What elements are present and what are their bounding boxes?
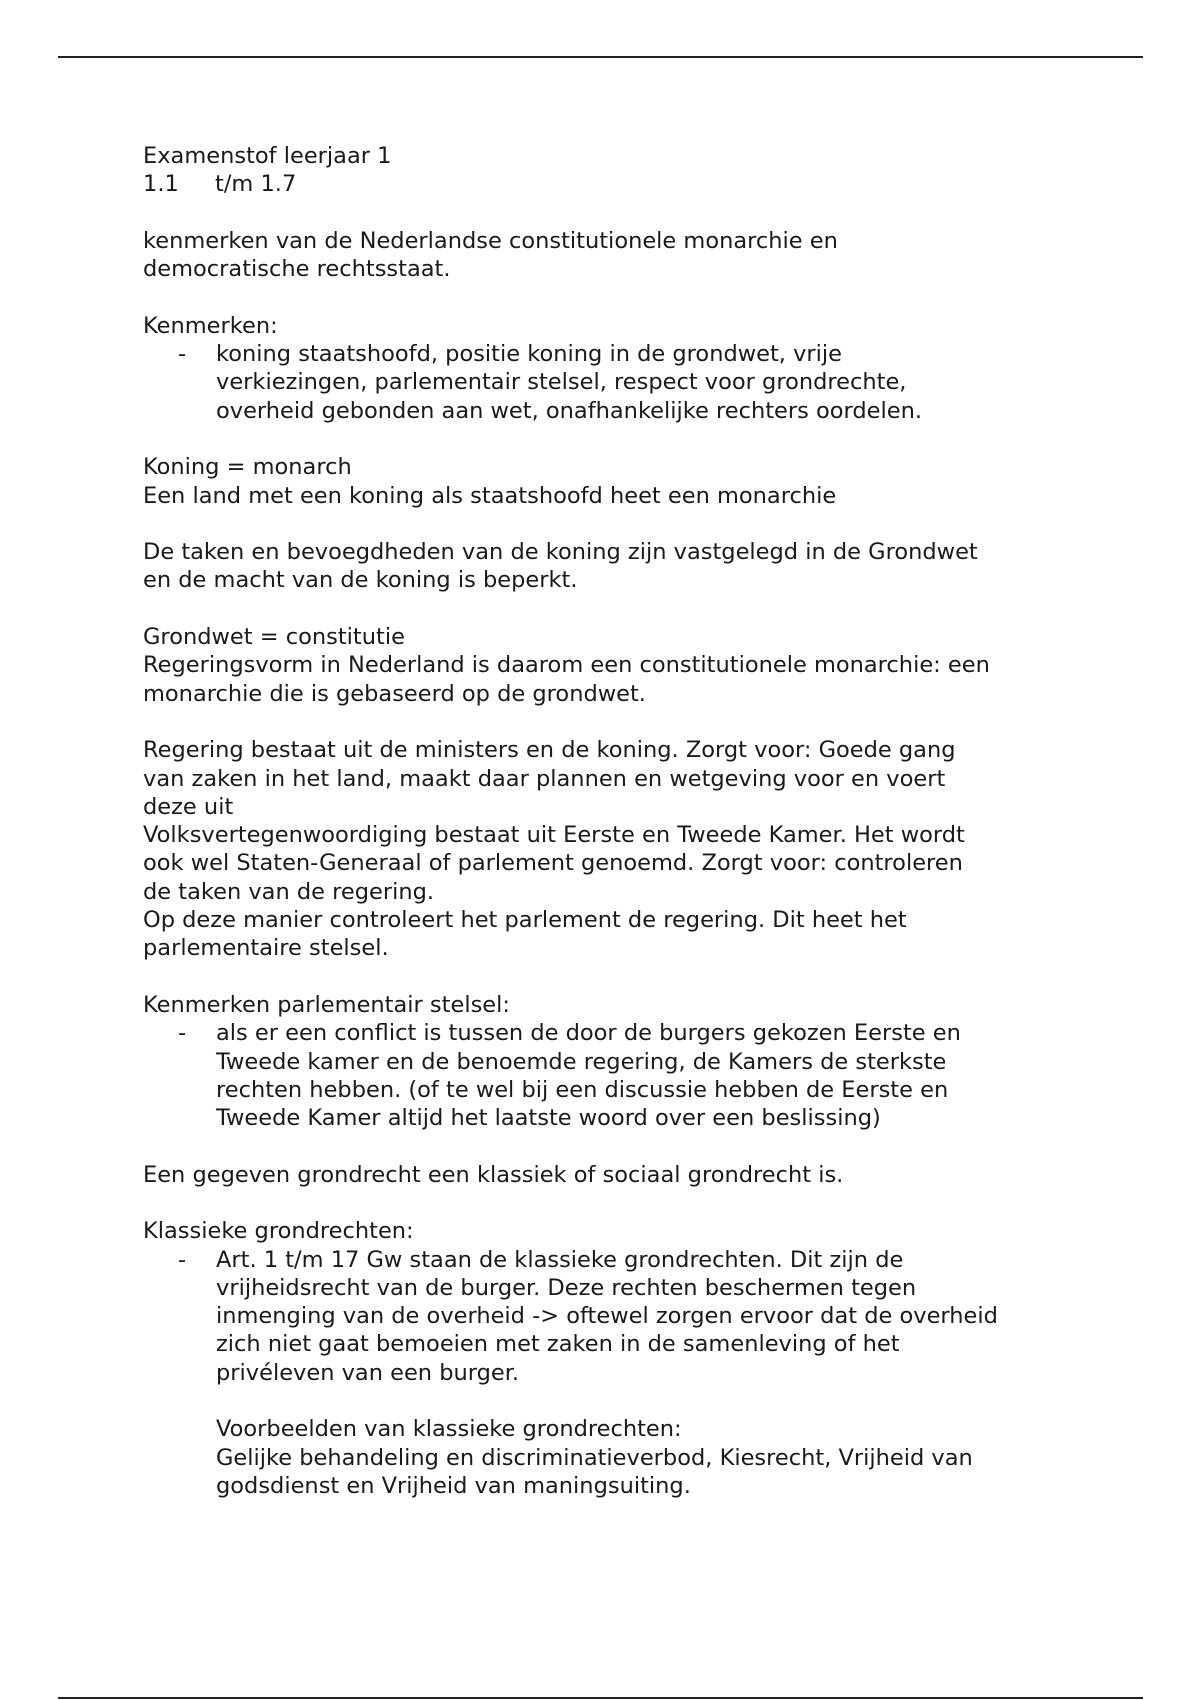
controle-line: Op deze manier controleert het parlement de regering. Dit heet het bbox=[143, 907, 907, 934]
spacer bbox=[143, 1189, 1143, 1217]
regering-line: Regering bestaat uit de ministers en de koning. Zorgt voor: Goede gang bbox=[143, 737, 956, 764]
klassieke-bullet bbox=[178, 1246, 1143, 1387]
spacer bbox=[143, 283, 1143, 311]
bullet-line: Art. 1 t/m 17 Gw staan de klassieke grondrechten. Dit zijn de bbox=[216, 1246, 904, 1273]
volksvertegenwoordiging-line: Volksvertegenwoordiging bestaat uit Eerste en Tweede Kamer. Het wordt bbox=[143, 822, 965, 849]
bullet-line: overheid gebonden aan wet, onafhankelijke rechters oordelen. bbox=[216, 397, 923, 424]
spacer bbox=[143, 1387, 1143, 1415]
bullet-dash: - bbox=[178, 341, 187, 368]
spacer bbox=[143, 1132, 1143, 1160]
bullet-line: Tweede kamer en de benoemde regering, de Kamers de sterkste bbox=[216, 1048, 947, 1075]
bullet-line: inmenging van de overheid -> oftewel zorgen ervoor dat de overheid bbox=[216, 1303, 998, 1330]
spacer bbox=[143, 510, 1143, 538]
bullet-line: rechten hebben. (of te wel bij een discussie hebben de Eerste en bbox=[216, 1076, 949, 1103]
controle-line: parlementaire stelsel. bbox=[143, 935, 389, 962]
bullet-line: verkiezingen, parlementair stelsel, respect voor grondrechte, bbox=[216, 369, 907, 396]
klassieke-heading: Klassieke grondrechten: bbox=[143, 1218, 414, 1245]
bullet-line: koning staatshoofd, positie koning in de grondwet, vrije bbox=[216, 341, 843, 368]
document-body bbox=[143, 142, 1143, 1500]
spacer bbox=[143, 425, 1143, 453]
bullet-line: zich niet gaat bemoeien met zaken in de samenleving of het bbox=[216, 1331, 900, 1358]
regering-line: van zaken in het land, maakt daar plannen en wetgeving voor en voert bbox=[143, 765, 946, 792]
taken-line: en de macht van de koning is beperkt. bbox=[143, 567, 578, 594]
voorbeelden-line: godsdienst en Vrijheid van maningsuiting. bbox=[216, 1472, 691, 1499]
volksvertegenwoordiging-line: de taken van de regering. bbox=[143, 878, 435, 905]
bullet-dash: - bbox=[178, 1020, 187, 1047]
document-title: Examenstof leerjaar 1 bbox=[143, 143, 392, 169]
bullet-line: vrijheidsrecht van de burger. Deze rechten beschermen tegen bbox=[216, 1274, 917, 1301]
bullet-text bbox=[216, 340, 1076, 425]
intro-line: democratische rechtsstaat. bbox=[143, 256, 451, 283]
stelsel-bullet bbox=[178, 1019, 1143, 1132]
range-end: t/m 1.7 bbox=[215, 171, 297, 198]
spacer bbox=[143, 708, 1143, 736]
bullet-text bbox=[216, 1019, 1076, 1132]
bullet-line: privéleven van een burger. bbox=[216, 1359, 520, 1386]
grondwet-line: monarchie die is gebaseerd op de grondwet. bbox=[143, 680, 646, 707]
koning-line: Koning = monarch bbox=[143, 454, 352, 481]
bullet-text bbox=[216, 1246, 1076, 1387]
kenmerken-bullet bbox=[178, 340, 1143, 425]
footer-rule bbox=[58, 1697, 1143, 1699]
grondwet-line: Grondwet = constitutie bbox=[143, 624, 405, 651]
spacer bbox=[143, 963, 1143, 991]
stelsel-heading: Kenmerken parlementair stelsel: bbox=[143, 991, 510, 1018]
bullet-line: Tweede Kamer altijd het laatste woord over een beslissing) bbox=[216, 1105, 881, 1132]
gegeven-line: Een gegeven grondrecht een klassiek of sociaal grondrecht is. bbox=[143, 1161, 844, 1188]
taken-line: De taken en bevoegdheden van de koning zijn vastgelegd in de Grondwet bbox=[143, 539, 978, 566]
kenmerken-heading: Kenmerken: bbox=[143, 312, 278, 339]
grondwet-line: Regeringsvorm in Nederland is daarom een constitutionele monarchie: een bbox=[143, 652, 990, 679]
volksvertegenwoordiging-line: ook wel Staten-Generaal of parlement genoemd. Zorgt voor: controleren bbox=[143, 850, 963, 877]
voorbeelden-block bbox=[216, 1415, 1076, 1500]
range-start: 1.1 bbox=[143, 171, 179, 198]
intro-line: kenmerken van de Nederlandse constitutionele monarchie en bbox=[143, 227, 838, 254]
bullet-line: als er een conflict is tussen de door de burgers gekozen Eerste en bbox=[216, 1020, 961, 1047]
koning-line: Een land met een koning als staatshoofd heet een monarchie bbox=[143, 482, 837, 509]
spacer bbox=[143, 595, 1143, 623]
regering-line: deze uit bbox=[143, 793, 234, 820]
voorbeelden-line: Gelijke behandeling en discriminatieverbod, Kiesrecht, Vrijheid van bbox=[216, 1444, 973, 1471]
spacer bbox=[143, 199, 1143, 227]
bullet-dash: - bbox=[178, 1246, 187, 1273]
chapter-range bbox=[143, 170, 1143, 198]
header-rule bbox=[58, 56, 1143, 58]
voorbeelden-heading: Voorbeelden van klassieke grondrechten: bbox=[216, 1416, 682, 1443]
